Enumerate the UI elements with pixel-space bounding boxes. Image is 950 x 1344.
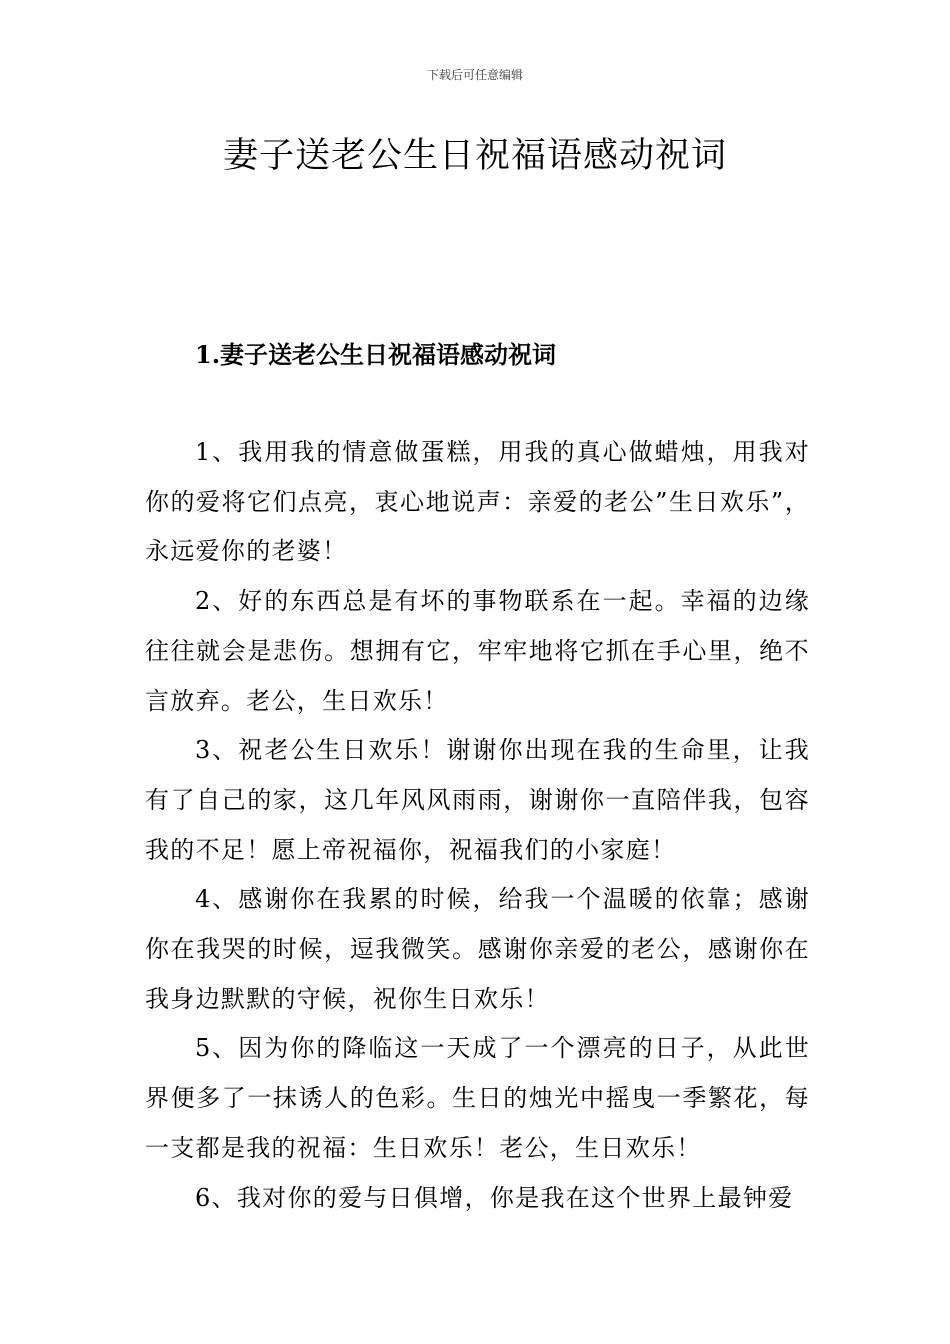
paragraph-2: 2、好的东西总是有坏的事物联系在一起。幸福的边缘往往就会是悲伤。想拥有它，牢牢地将它抓在手心里，绝不言放弃。老公，生日欢乐！ [145, 587, 810, 715]
paragraph-4: 4、感谢你在我累的时候，给我一个温暖的依靠；感谢你在我哭的时候，逗我微笑。感谢你亲爱的老公，感谢你在我身边默默的守候，祝你生日欢乐！ [145, 885, 810, 1013]
paragraph-3: 3、祝老公生日欢乐！谢谢你出现在我的生命里，让我有了自己的家，这几年风风雨雨，谢谢你一直陪伴我，包容我的不足！愿上帝祝福你，祝福我们的小家庭！ [145, 736, 810, 864]
section-heading: 1.妻子送老公生日祝福语感动祝词 [195, 340, 557, 369]
document-body [145, 428, 810, 1223]
paragraph-5: 5、因为你的降临这一天成了一个漂亮的日子，从此世界便多了一抹诱人的色彩。生日的烛光中摇曳一季繁花，每一支都是我的祝福：生日欢乐！老公，生日欢乐！ [145, 1034, 810, 1162]
paragraph-6: 6、我对你的爱与日俱增，你是我在这个世界上最钟爱 [195, 1183, 794, 1212]
paragraph-1: 1、我用我的情意做蛋糕，用我的真心做蜡烛，用我对你的爱将它们点亮，衷心地说声：亲爱的老公”生日欢乐”，永远爱你的老婆！ [145, 438, 810, 566]
header-note: 下载后可任意编辑 [426, 68, 523, 82]
document-title: 妻子送老公生日祝福语感动祝词 [222, 136, 727, 176]
